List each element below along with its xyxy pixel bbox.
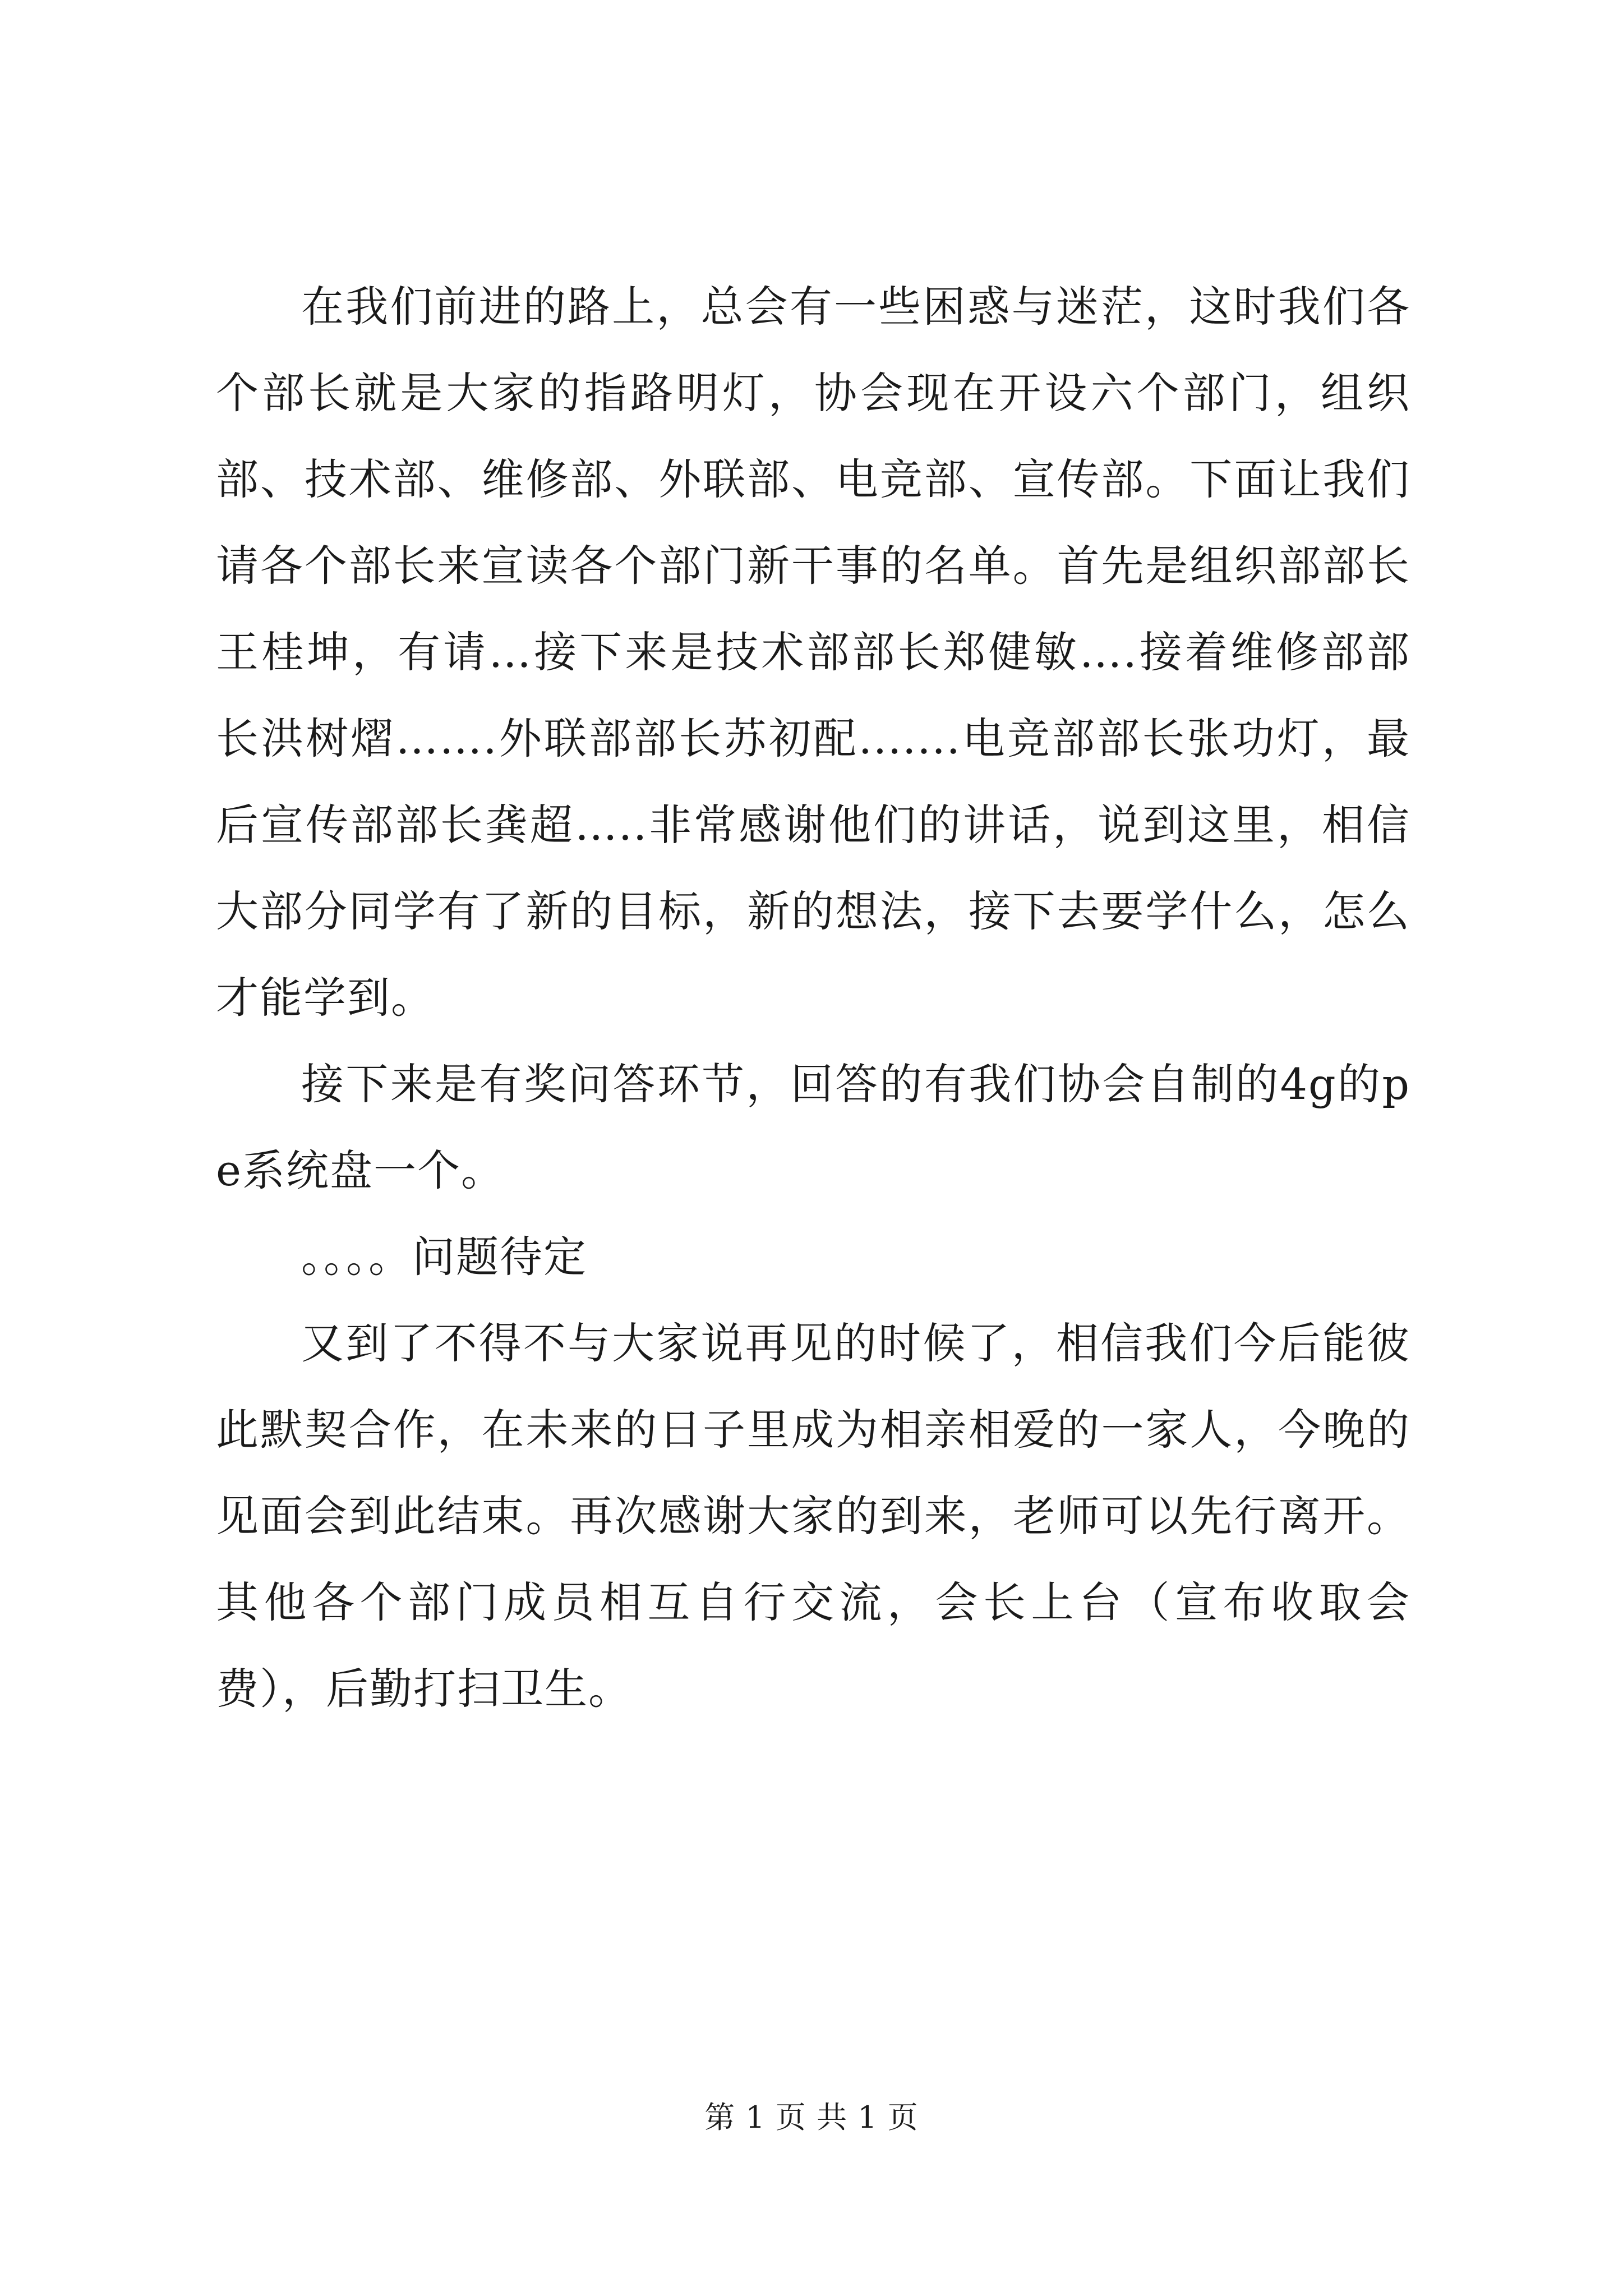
document-body — [216, 264, 1410, 1732]
paragraph-quiz: 接下来是有奖问答环节，回答的有我们协会自制的4g的pe系统盘一个。 — [216, 1059, 1410, 1195]
paragraph-questions-pending: 。。。。问题待定 — [301, 1232, 587, 1282]
paragraph-closing: 又到了不得不与大家说再见的时候了，相信我们今后能彼此默契合作，在未来的日子里成为相亲相爱的一家人，今晚的见面会到此结束。再次感谢大家的到来，老师可以先行离开。其他各个部门成员相互自行交流，会长上台（宣布收取会费），后勤打扫卫生。 — [216, 1318, 1410, 1714]
paragraph-departments: 在我们前进的路上，总会有一些困惑与迷茫，这时我们各个部长就是大家的指路明灯，协会现在开设六个部门，组织部、技术部、维修部、外联部、电竞部、宣传部。下面让我们请各个部长来宣读各个部门新干事的名单。首先是组织部部长王桂坤，有请…接下来是技术部部长郑健敏….接着维修部部长洪树熠…….外联部部长苏初配.......电竞部部长张功灯，最后宣传部部长龚超…..非常感谢他们的讲话，说到这里，相信大部分同学有了新的目标，新的想法，接下去要学什么，怎么才能学到。 — [216, 282, 1410, 1023]
page-number-footer: 第 1 页 共 1 页 — [704, 2100, 919, 2135]
